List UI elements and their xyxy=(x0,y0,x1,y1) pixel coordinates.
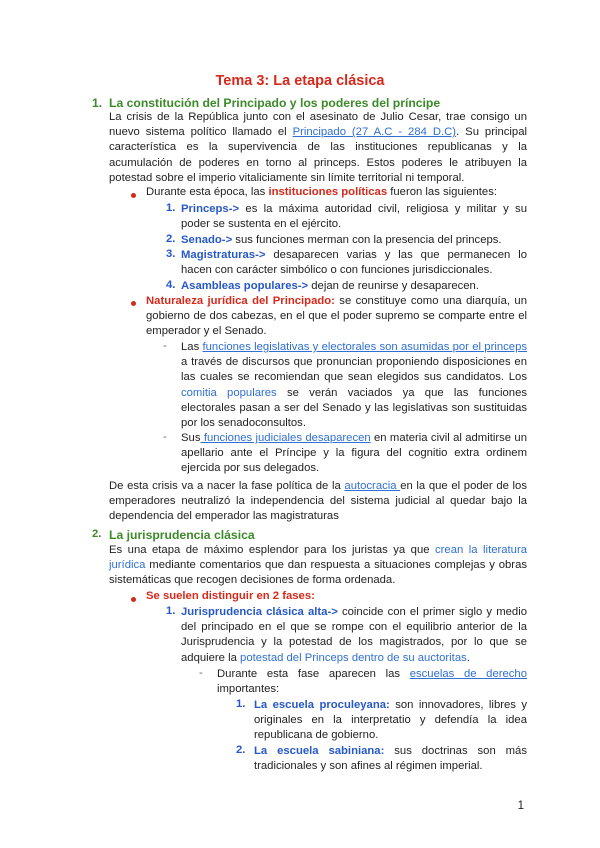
item-term: Magistraturas-> xyxy=(181,249,266,261)
dash-text-mid: a través de discursos que pronuncian proponiendo disposiciones en las cuales se recomiendan que sean elegidos sus candidatos. Los xyxy=(181,356,527,384)
funciones-legislativas-link[interactable]: funciones legislativas y electorales son asumidas por el princeps xyxy=(202,341,527,353)
principado-link[interactable]: Principado (27 A.C - 284 D.C) xyxy=(292,126,457,139)
section-2-heading: La jurisprudencia clásica xyxy=(109,528,255,542)
bullet-naturaleza xyxy=(146,294,527,340)
section-2-intro xyxy=(109,543,527,589)
school-number: 1. xyxy=(236,698,246,710)
funciones-judiciales-link[interactable]: funciones judiciales desaparecen xyxy=(200,432,371,444)
page-number: 1 xyxy=(517,800,524,812)
escuelas-link[interactable]: escuelas de derecho xyxy=(409,668,527,680)
dash-icon: - xyxy=(199,667,203,679)
dash-text: Sus xyxy=(181,432,201,444)
dash-text: Durante esta fase aparecen las xyxy=(217,668,410,680)
intro-text: La crisis de la República junto con el asesinato de Julio Cesar, trae consigo un nuevo sistema político llamado el xyxy=(109,111,527,139)
school-item xyxy=(254,744,527,774)
item-number: 2. xyxy=(166,233,176,245)
instituciones-highlight: instituciones políticas xyxy=(268,186,388,198)
dash-icon: - xyxy=(163,340,167,352)
intro-text: Es una etapa de máximo esplendor para los juristas ya que xyxy=(109,544,436,556)
school-term: La escuela sabiniana: xyxy=(254,745,385,757)
funciones-judiciales xyxy=(181,431,527,477)
closing-text: De esta crisis va a nacer la fase política de la xyxy=(109,480,345,492)
phase-number: 1. xyxy=(166,605,176,617)
item-number: 1. xyxy=(166,202,176,214)
section-2-number: 2. xyxy=(92,528,102,540)
school-text: sus doctrinas son más tradicionales y son afines al régimen imperial. xyxy=(254,745,527,773)
closing-text-end: en la que el poder de los emperadores neutralizó la independencia del sistema judicial al quedar bajo la dependencia del emperador las magistraturas xyxy=(109,480,527,523)
item-term: Princeps-> xyxy=(181,203,240,215)
section-1-intro xyxy=(109,110,527,186)
dash-text: Las xyxy=(181,341,203,353)
phase-text: coincide con el primer siglo y medio del principado en el que se rompe con el equilibrio anterior de la Jurisprudencia y la potestad de los magistrados, por lo que se adquiere la xyxy=(181,606,527,664)
section-1-heading: La constitución del Principado y los poderes del príncipe xyxy=(109,96,441,110)
item-text: sus funciones merman con la presencia del princeps. xyxy=(232,234,502,246)
phase-item xyxy=(181,605,527,666)
page-title: Tema 3: La etapa clásica xyxy=(215,73,385,89)
comitia-populares: comitia populares xyxy=(181,386,277,399)
phase-text-end: . xyxy=(466,651,470,664)
item-term: Senado-> xyxy=(181,234,233,246)
item-number: 4. xyxy=(166,279,176,291)
intro-text-end: mediante comentarios que dan respuesta a situaciones complejas y obras sistemáticas que recogen decisiones de forma ordenada. xyxy=(109,559,527,587)
institucion-item xyxy=(181,248,527,278)
dash-icon: - xyxy=(163,431,167,443)
item-term: Asambleas populares-> xyxy=(181,280,309,292)
naturaleza-text: se constituye como una diarquía, un gobierno de dos cabezas, en el que el poder supremo se comparte entre el emperador y el Senado. xyxy=(146,295,527,338)
naturaleza-highlight: Naturaleza jurídica del Principado: xyxy=(146,295,335,307)
phase-term: Jurisprudencia clásica alta-> xyxy=(181,606,338,618)
bullet-icon xyxy=(131,597,136,602)
funciones-legislativas xyxy=(181,340,527,431)
dash-text-end: importantes: xyxy=(217,683,280,696)
institucion-item xyxy=(181,202,527,232)
school-term: La escuela proculeyana: xyxy=(254,699,390,711)
school-number: 2. xyxy=(236,744,246,756)
item-text: es la máxima autoridad civil, religiosa y militar y su poder se sustenta en el ejército. xyxy=(181,203,527,231)
potestad-princeps: potestad del Princeps dentro de su auctoritas xyxy=(240,651,467,664)
bullet-icon xyxy=(131,301,136,306)
item-number: 3. xyxy=(166,248,176,260)
intro-text-end: . Su principal característica es la supervivencia de las instituciones republicanas y la acumulación de poderes en torno al princeps. Estos poderes le atribuyen la potestad sobre el imperio vitaliciamente sin límite territorial ni temporal. xyxy=(109,126,527,184)
section-1-closing xyxy=(109,479,527,525)
institucion-item xyxy=(181,233,527,248)
school-text: son innovadores, libres y originales en la interpretatio y defendía la idea republicana de gobierno. xyxy=(254,699,527,742)
bullet-text: Durante esta época, las xyxy=(146,186,269,198)
bullet-text-end: fueron las siguientes: xyxy=(387,186,498,198)
school-item xyxy=(254,698,527,744)
bullet-instituciones xyxy=(146,186,497,198)
dash-text-end: en materia civil al admitirse un apellario ante el Príncipe y la figura del cognitio extra ordinem ejercida por sus delegados. xyxy=(181,432,527,475)
bullet-fases xyxy=(146,590,315,602)
bullet-icon xyxy=(131,193,136,198)
item-text: dejan de reunirse y desaparecen. xyxy=(308,280,479,292)
literatura-juridica: crean la literatura jurídica xyxy=(109,544,527,572)
section-1-number: 1. xyxy=(92,96,103,110)
item-text: desaparecen varias y las que permanecen lo hacen con carácter simbólico o con funciones jurisdiccionales. xyxy=(181,249,527,277)
fases-highlight: Se suelen distinguir en 2 fases: xyxy=(146,590,315,602)
autocracia-link[interactable]: autocracia xyxy=(344,480,401,492)
institucion-item xyxy=(181,279,527,294)
escuelas-intro xyxy=(217,667,527,697)
dash-text-end: se verán vaciados ya que las funciones electorales pasan a ser del Senado y las legislativas son sustituidas por los senadoconsultos. xyxy=(181,386,527,430)
